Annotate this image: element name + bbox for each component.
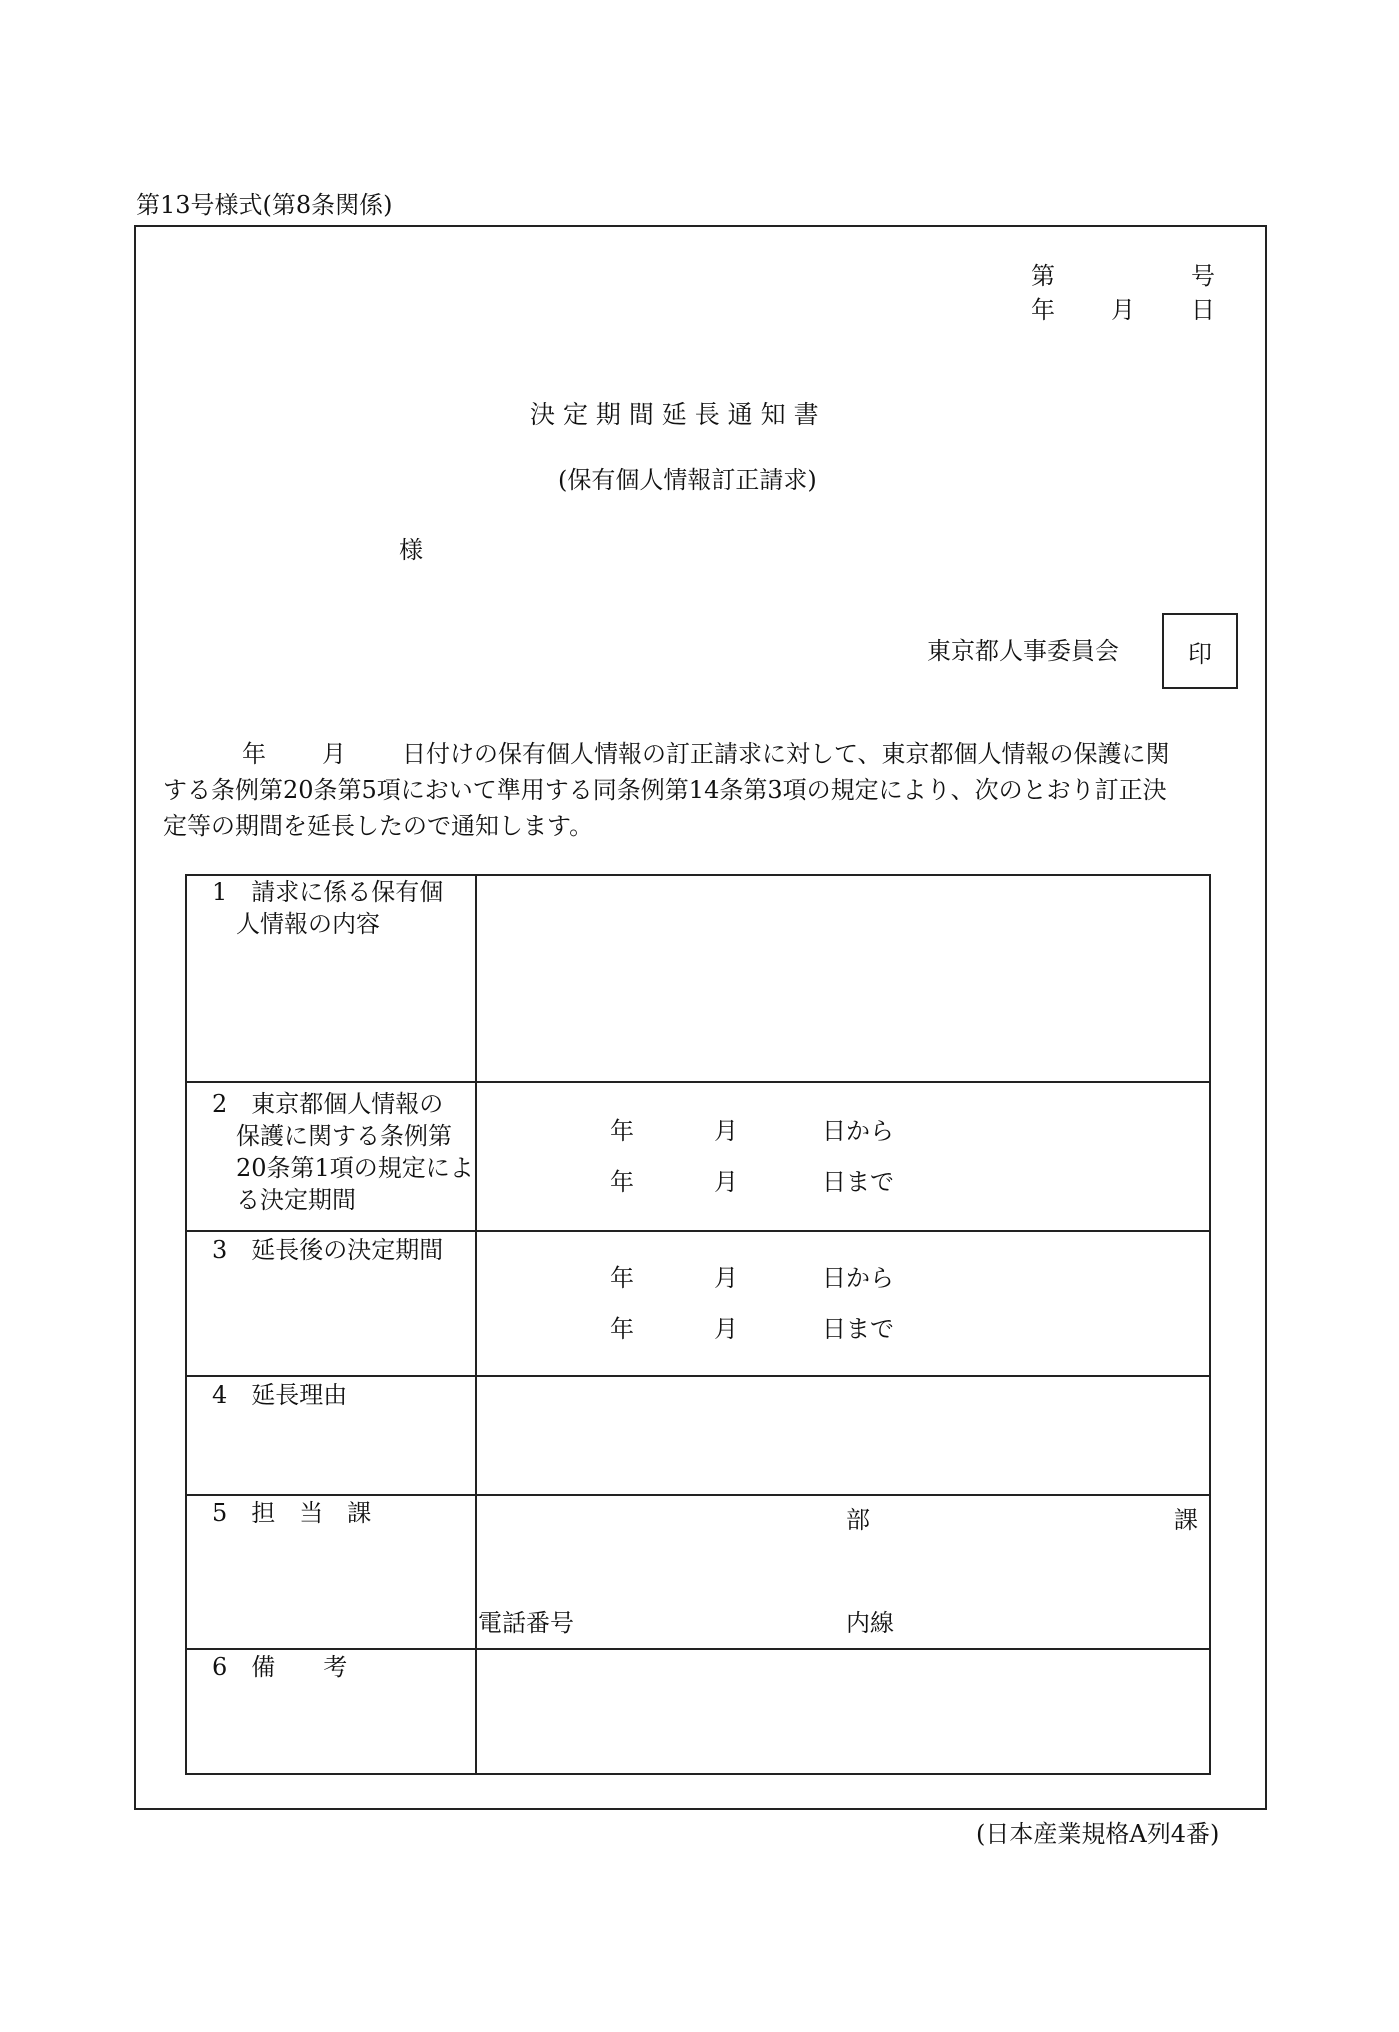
document-subtitle: (保有個人情報訂正請求) bbox=[558, 466, 817, 494]
row5-label-line: 5 担 当 課 bbox=[212, 1499, 372, 1527]
body-line1: 日付けの保有個人情報の訂正請求に対して、東京都個人情報の保護に関 bbox=[402, 740, 1170, 768]
row5-extension-label: 内線 bbox=[846, 1609, 894, 1637]
issuer-name: 東京都人事委員会 bbox=[927, 637, 1119, 665]
doc-no-dai: 第 bbox=[1031, 262, 1055, 290]
row2-label-line: 保護に関する条例第 bbox=[212, 1122, 452, 1150]
row2-label-line: 2 東京都個人情報の bbox=[212, 1090, 444, 1118]
seal-box bbox=[1162, 613, 1238, 689]
row2-label-line: 20条第1項の規定によ bbox=[212, 1154, 474, 1182]
row5-section-label: 課 bbox=[1174, 1506, 1198, 1534]
info-table bbox=[185, 874, 1211, 1775]
row3-to-month: 月 bbox=[714, 1315, 738, 1343]
table-row-divider bbox=[185, 1375, 1211, 1377]
date-year: 年 bbox=[1031, 296, 1055, 324]
form-number: 第13号様式(第8条関係) bbox=[136, 191, 393, 219]
row3-from-day: 日から bbox=[822, 1264, 894, 1292]
row2-label bbox=[212, 1088, 474, 1216]
seal-label: 印 bbox=[1188, 639, 1212, 668]
paper-size-note: (日本産業規格A列4番) bbox=[976, 1820, 1220, 1848]
row3-to-day: 日まで bbox=[822, 1315, 894, 1343]
row5-phone-label: 電話番号 bbox=[478, 1609, 574, 1637]
row6-label bbox=[212, 1651, 347, 1683]
table-row-divider bbox=[185, 1494, 1211, 1496]
row3-label bbox=[212, 1234, 443, 1266]
date-day: 日 bbox=[1191, 296, 1215, 324]
row1-label-line: 人情報の内容 bbox=[212, 910, 380, 938]
row2-from-day: 日から bbox=[822, 1117, 894, 1145]
body-line2: する条例第20条第5項において準用する同条例第14条第3項の規定により、次のとおり訂正決 bbox=[163, 776, 1167, 804]
document-title: 決 定 期 間 延 長 通 知 書 bbox=[530, 400, 819, 429]
row5-label bbox=[212, 1497, 371, 1529]
row4-label-line: 4 延長理由 bbox=[212, 1381, 348, 1409]
table-row-divider bbox=[185, 1230, 1211, 1232]
row3-to-year: 年 bbox=[610, 1315, 634, 1343]
row2-from-month: 月 bbox=[714, 1117, 738, 1145]
row5-dept-label: 部 bbox=[846, 1506, 870, 1534]
row2-to-month: 月 bbox=[714, 1168, 738, 1196]
row3-from-month: 月 bbox=[714, 1264, 738, 1292]
row2-label-line: る決定期間 bbox=[212, 1186, 356, 1214]
row2-from-year: 年 bbox=[610, 1117, 634, 1145]
addressee-suffix: 様 bbox=[399, 536, 423, 564]
row4-label bbox=[212, 1379, 347, 1411]
doc-no-gou: 号 bbox=[1191, 262, 1215, 290]
row2-to-day: 日まで bbox=[822, 1168, 894, 1196]
body-line3: 定等の期間を延長したので通知します。 bbox=[163, 812, 594, 840]
row2-to-year: 年 bbox=[610, 1168, 634, 1196]
table-column-divider bbox=[475, 874, 477, 1775]
body-month: 月 bbox=[322, 740, 346, 768]
date-month: 月 bbox=[1111, 296, 1135, 324]
row1-label-line: 1 請求に係る保有個 bbox=[212, 878, 444, 906]
row6-label-line: 6 備 考 bbox=[212, 1653, 348, 1681]
table-row-divider bbox=[185, 1648, 1211, 1650]
row3-label-line: 3 延長後の決定期間 bbox=[212, 1236, 444, 1264]
row1-label bbox=[212, 876, 443, 940]
body-year: 年 bbox=[242, 740, 266, 768]
row3-from-year: 年 bbox=[610, 1264, 634, 1292]
table-row-divider bbox=[185, 1081, 1211, 1083]
